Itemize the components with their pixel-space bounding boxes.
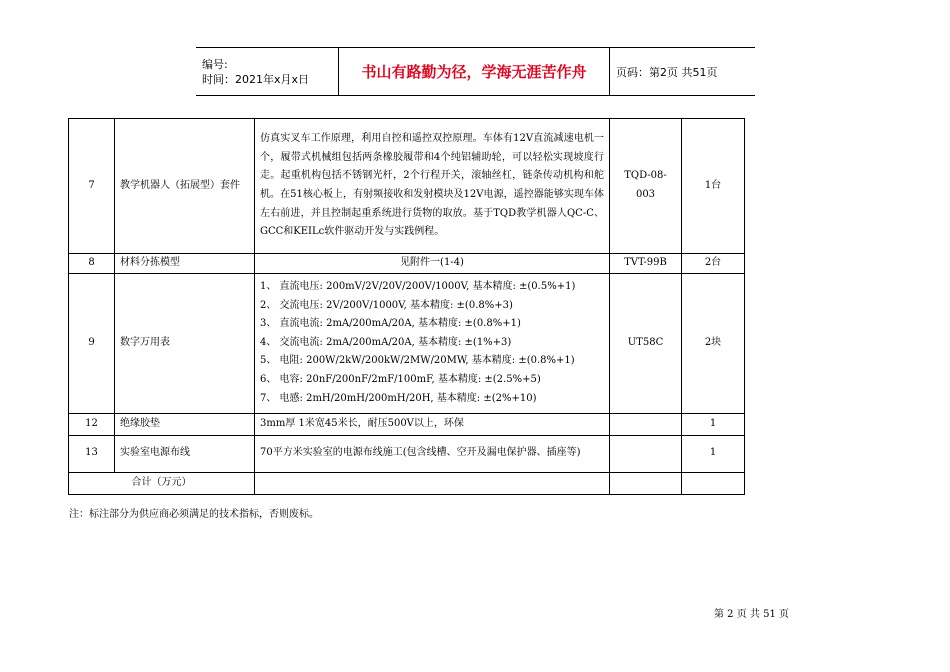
item-description: 70平方米实验室的电源布线施工(包含线槽、空开及漏电保护器、插座等): [255, 435, 610, 472]
item-name: 教学机器人（拓展型）套件: [115, 119, 255, 254]
item-model: TVT-99B: [610, 254, 682, 274]
item-description: 见附件一(1-4): [255, 254, 610, 274]
motto: 书山有路勤为径，学海无涯苦作舟: [339, 48, 610, 96]
total-quantity: [682, 472, 745, 494]
row-number: 13: [69, 435, 115, 472]
spec-line: 4、 交流电流: 2mA/200mA/20A, 基本精度: ±(1%+3): [260, 336, 512, 348]
row-number: 12: [69, 413, 115, 435]
item-model: UT58C: [610, 273, 682, 413]
item-name: 实验室电源布线: [115, 435, 255, 472]
item-quantity: 1台: [682, 119, 745, 254]
page-code: 页码：第2页 共51页: [610, 48, 756, 96]
item-quantity: 2台: [682, 254, 745, 274]
table-row: [69, 413, 745, 435]
item-description: 仿真实叉车工作原理，利用自控和遥控双控原理。车体有12V直流减速电机一个，履带式机械组包括两条橡胶履带和4个纯铝辅助轮，可以轻松实现坡度行走。起重机构包括不锈钢光杆，2个行程开关，滚轴丝杠，链条传动机构和舵机。在51核心板上，有射频接收和发射模块及12V电源，遥控器能够实现车体左右前进，并且控制起重系统进行货物的取放。基于TQD教学机器人QC-C、GCC和KEILc软件驱动开发与实践例程。: [255, 119, 610, 254]
total-row: [69, 472, 745, 494]
table-row: [69, 119, 745, 254]
item-name: 数字万用表: [115, 273, 255, 413]
item-name: 材料分拣模型: [115, 254, 255, 274]
table-row: [69, 273, 745, 413]
item-quantity: 1: [682, 435, 745, 472]
footnote: 注：标注部分为供应商必须满足的技术指标，否则废标。: [69, 509, 319, 520]
page-header: [196, 47, 755, 96]
page-footer: 第 2 页 共 51 页: [714, 609, 789, 620]
table-row: [69, 254, 745, 274]
total-label: 合计（万元）: [69, 472, 255, 494]
total-description: [255, 472, 610, 494]
item-description: [255, 273, 610, 413]
item-name: 绝缘胶垫: [115, 413, 255, 435]
row-number: 8: [69, 254, 115, 274]
spec-line: 7、 电感: 2mH/20mH/200mH/20H, 基本精度: ±(2%+10): [260, 392, 537, 404]
header-left: [196, 48, 339, 96]
item-model: [610, 413, 682, 435]
spec-line: 6、 电容: 20nF/200nF/2mF/100mF, 基本精度: ±(2.5%+5): [260, 373, 541, 385]
item-model: TQD-08-003: [610, 119, 682, 254]
spec-line: 5、 电阻: 200W/2kW/200kW/2MW/20MW, 基本精度: ±(0.8%+1): [260, 355, 575, 367]
spec-line: 1、 直流电压: 200mV/2V/20V/200V/1000V, 基本精度: ±(0.5%+1): [260, 281, 576, 293]
row-number: 7: [69, 119, 115, 254]
item-quantity: 1: [682, 413, 745, 435]
item-model: [610, 435, 682, 472]
spec-line: 3、 直流电流: 2mA/200mA/20A, 基本精度: ±(0.8%+1): [260, 318, 521, 330]
equipment-table: [68, 118, 745, 495]
spec-line: 2、 交流电压: 2V/200V/1000V, 基本精度: ±(0.8%+3): [260, 299, 513, 311]
item-quantity: 2块: [682, 273, 745, 413]
table-row: [69, 435, 745, 472]
item-description: 3mm厚 1米宽45米长，耐压500V以上，环保: [255, 413, 610, 435]
number-label: 编号:: [202, 57, 228, 71]
time-label: 时间：2021年x月x日: [202, 72, 310, 86]
row-number: 9: [69, 273, 115, 413]
total-model: [610, 472, 682, 494]
